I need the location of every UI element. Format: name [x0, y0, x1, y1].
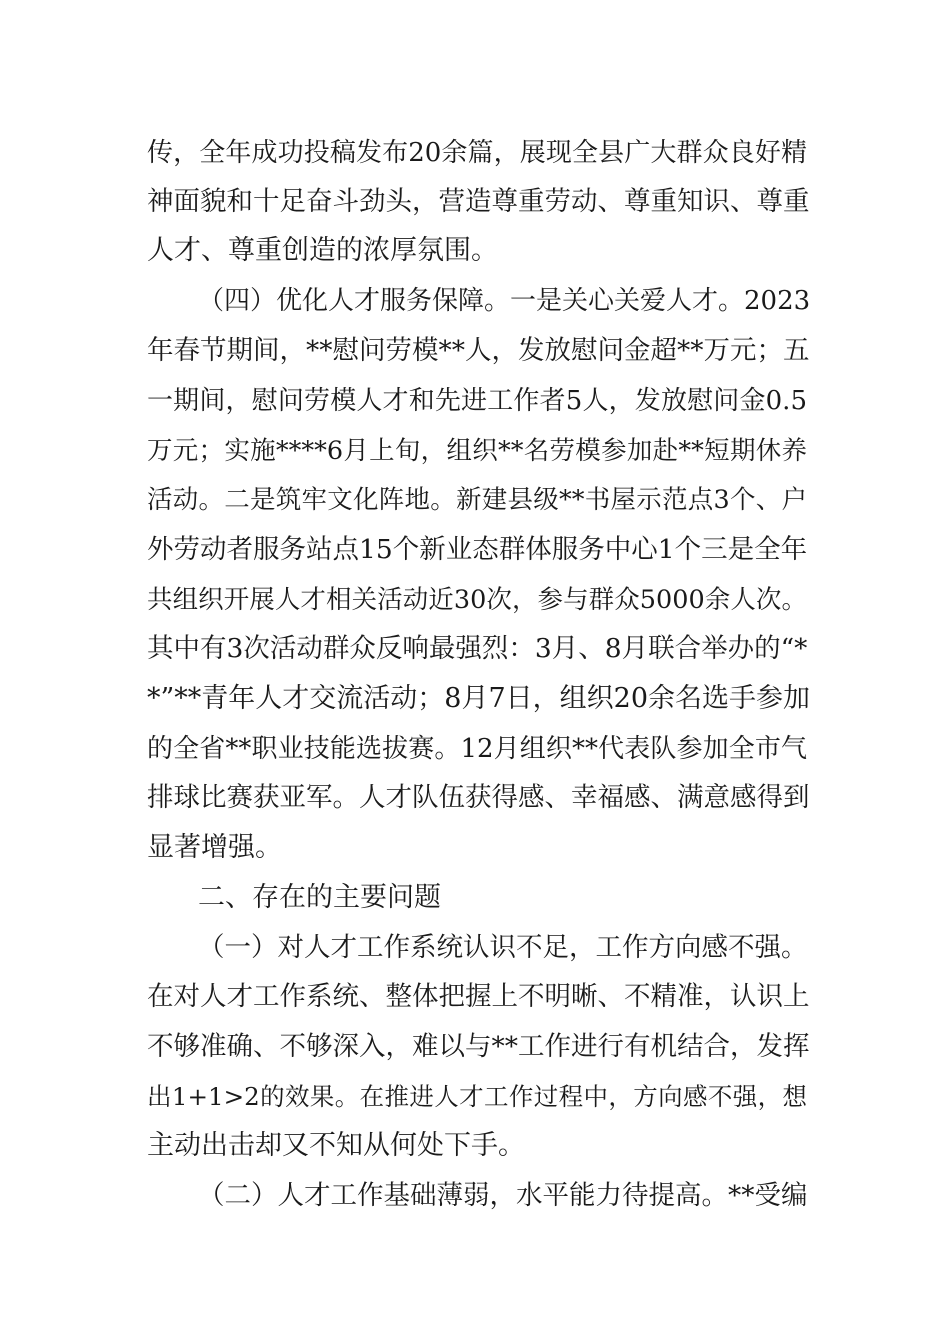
paragraph-line: 万元；实施****6月上旬，组织**名劳模参加赴**短期休养	[147, 436, 807, 466]
subsection-heading: （二）人才工作基础薄弱，水平能力待提高。**受编	[198, 1180, 808, 1211]
paragraph-line: 出1+1>2的效果。在推进人才工作过程中，方向感不强，想	[147, 1082, 807, 1111]
paragraph-line: （四）优化人才服务保障。一是关心关爱人才。2023	[198, 286, 811, 316]
paragraph-line: 的全省**职业技能选拔赛。12月组织**代表队参加全市气	[147, 734, 807, 764]
paragraph-line: 共组织开展人才相关活动近30次，参与群众5000余人次。	[147, 585, 807, 615]
paragraph-line: 外劳动者服务站点15个新业态群体服务中心1个三是全年	[147, 534, 808, 565]
paragraph-line: 不够准确、不够深入，难以与**工作进行有机结合，发挥	[147, 1031, 810, 1062]
paragraph-line: 传，全年成功投稿发布20余篇，展现全县广大群众良好精	[147, 138, 807, 168]
paragraph-line: 显著增强。	[147, 832, 282, 863]
paragraph-line: 排球比赛获亚军。人才队伍获得感、幸福感、满意感得到	[147, 782, 810, 813]
paragraph-line: 神面貌和十足奋斗劲头，营造尊重劳动、尊重知识、尊重	[147, 186, 810, 217]
section-heading: 二、存在的主要问题	[198, 882, 441, 913]
paragraph-line: 活动。二是筑牢文化阵地。新建县级**书屋示范点3个、户	[147, 485, 807, 515]
paragraph-line: 年春节期间，**慰问劳模**人，发放慰问金超**万元；五	[147, 335, 810, 366]
paragraph-line: *”**青年人才交流活动；8月7日，组织20余名选手参加	[147, 683, 811, 714]
subsection-heading: （一）对人才工作系统认识不足，工作方向感不强。	[198, 932, 808, 963]
paragraph-line: 在对人才工作系统、整体把握上不明晰、不精准，认识上	[147, 981, 810, 1012]
paragraph-line: 人才、尊重创造的浓厚氛围。	[147, 235, 498, 266]
paragraph-line: 其中有3次活动群众反响最强烈：3月、8月联合举办的“*	[147, 633, 808, 664]
paragraph-line: 主动出击却又不知从何处下手。	[147, 1130, 525, 1161]
paragraph-line: 一期间，慰问劳模人才和先进工作者5人，发放慰问金0.5	[147, 386, 807, 416]
